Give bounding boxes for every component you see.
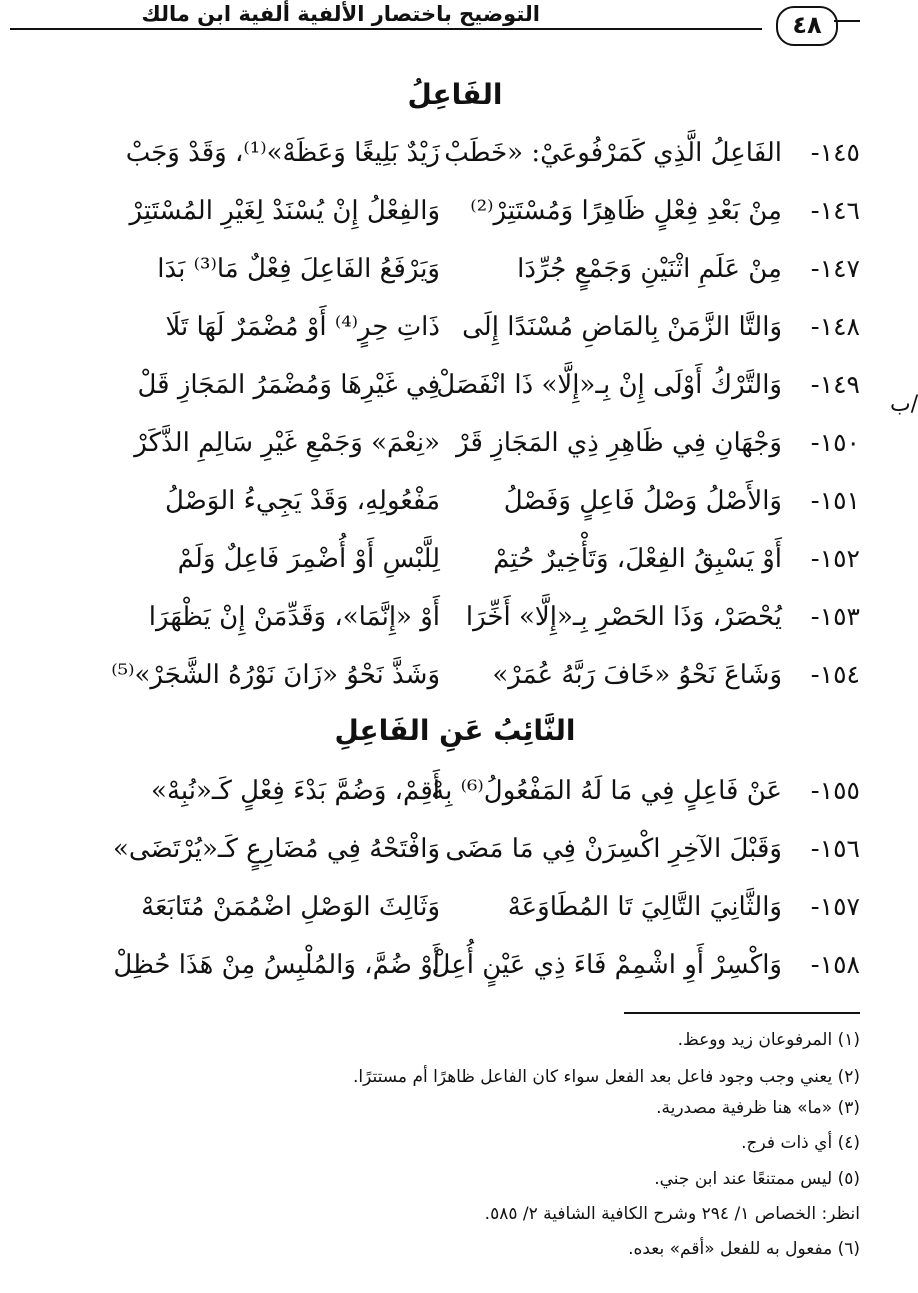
verse-second-hemistich: أَوْ «إِنَّمَا»، وَقَدِّمَنْ إِنْ يَظْهَرَا: [148, 602, 440, 632]
verse-second-hemistich: زَيْدٌ بَلِيغًا وَعَظَهْ»⁽¹⁾، وَقَدْ وَجَبْ: [125, 138, 440, 168]
verse-number: ١٥٨-: [810, 950, 860, 979]
verse-second-hemistich: مَفْعُولِهِ، وَقَدْ يَجِيءُ الوَصْلُ: [165, 486, 440, 516]
verse-number: ١٤٥-: [810, 138, 860, 167]
verse-number: ١٥٧-: [810, 892, 860, 921]
verse-row: [60, 536, 860, 586]
verse-second-hemistich: فِي غَيْرِهَا وَمُضْمَرُ المَجَازِ قَلْ: [137, 370, 440, 400]
footnote: (١) المرفوعان زيد ووعظ.: [677, 1030, 860, 1050]
verse-row: [60, 362, 860, 412]
page-header: [0, 0, 910, 48]
verse-number: ١٥١-: [810, 486, 860, 515]
verse-second-hemistich: ذَاتِ حِرٍ⁽⁴⁾ أَوْ مُضْمَرٌ لَهَا تَلَا: [165, 312, 440, 342]
verse-number: ١٤٨-: [810, 312, 860, 341]
verse-second-hemistich: وَافْتَحْهُ فِي مُضَارِعٍ كَـ«يُرْتَضَى»: [113, 834, 440, 864]
verse-first-hemistich: وَالثَّانِيَ التَّالِيَ تَا المُطَاوَعَهْ: [507, 892, 782, 922]
footnote: (٣) «ما» هنا ظرفية مصدرية.: [656, 1098, 860, 1118]
verse-row: [60, 768, 860, 818]
verse-number: ١٥٠-: [810, 428, 860, 457]
verse-first-hemistich: وَالتَّرْكُ أَوْلَى إِنْ بِـ«إِلَّا» ذَا انْفَصَلْ: [436, 370, 782, 400]
verse-number: ١٥٤-: [810, 660, 860, 689]
verse-second-hemistich: وَثَالِثَ الوَصْلِ اضْمُمَنْ مُتَابَعَهْ: [141, 892, 440, 922]
verse-row: [60, 304, 860, 354]
verse-row: [60, 652, 860, 702]
verse-second-hemistich: أَوْ ضُمَّ، وَالمُلْبِسُ مِنْ هَذَا حُظِلْ: [113, 950, 440, 980]
verse-number: ١٤٧-: [810, 254, 860, 283]
verse-row: [60, 188, 860, 238]
verse-number: ١٤٩-: [810, 370, 860, 399]
verse-first-hemistich: وَالتَّا الزَّمَنْ بِالمَاضِ مُسْنَدًا إِلَى: [462, 312, 782, 342]
verse-first-hemistich: وَالأَصْلُ وَصْلُ فَاعِلٍ وَفَصْلُ: [503, 486, 782, 516]
verse-first-hemistich: وَقَبْلَ الآخِرِ اكْسِرَنْ فِي مَا مَضَى: [445, 834, 782, 864]
verse-second-hemistich: وَالفِعْلُ إِنْ يُسْنَدْ لِغَيْرِ المُسْتَتِرْ: [129, 196, 440, 226]
verse-row: [60, 130, 860, 180]
verse-row: [60, 478, 860, 528]
section-title-fa3il: الفَاعِلُ: [407, 78, 503, 111]
verse-row: [60, 942, 860, 992]
running-title: التوضيح باختصار الألفية ألفية ابن مالك: [141, 2, 540, 26]
verse-second-hemistich: لِلَّبْسِ أَوْ أُضْمِرَ فَاعِلٌ وَلَمْ: [177, 544, 440, 574]
footnote-separator: [624, 1012, 860, 1014]
verse-first-hemistich: يُحْصَرْ، وَذَا الحَصْرِ بِـ«إِلَّا» أَخِّرَا: [465, 602, 782, 632]
header-rule: [10, 28, 762, 30]
verse-row: [60, 420, 860, 470]
verse-first-hemistich: وَاكْسِرْ أَوِ اشْمِمْ فَاءَ ذِي عَيْنٍ أُعِلْ: [431, 950, 782, 980]
verse-number: ١٥٦-: [810, 834, 860, 863]
verse-row: [60, 826, 860, 876]
footnote: (٥) ليس ممتنعًا عند ابن جني.: [654, 1169, 860, 1189]
verse-number: ١٥٥-: [810, 776, 860, 805]
verse-second-hemistich: وَشَذَّ نَحْوُ «زَانَ نَوْرُهُ الشَّجَرْ»⁽⁵⁾: [111, 660, 440, 690]
page-number: ٤٨: [776, 6, 838, 46]
verse-row: [60, 884, 860, 934]
footnote: (٢) يعني وجب وجود فاعل بعد الفعل سواء كان الفاعل ظاهرًا أم مستترًا.: [353, 1067, 860, 1087]
verse-number: ١٤٦-: [810, 196, 860, 225]
footnote: (٦) مفعول به للفعل «أقم» بعده.: [628, 1239, 860, 1259]
verse-row: [60, 594, 860, 644]
verse-second-hemistich: وَيَرْفَعُ الفَاعِلَ فِعْلٌ مَا⁽³⁾ بَدَا: [157, 254, 440, 284]
page-number-ornament: [834, 20, 860, 22]
verse-first-hemistich: وَشَاعَ نَحْوُ «خَافَ رَبَّهُ عُمَرْ»: [492, 660, 782, 690]
footnote: انظر: الخصاص ١/ ٢٩٤ وشرح الكافية الشافية ٢/ ٥٨٥.: [484, 1204, 860, 1224]
section-title-na2ib: النَّائِبُ عَنِ الفَاعِلِ: [334, 714, 576, 747]
footnote: (٤) أي ذات فرج.: [741, 1133, 860, 1153]
verse-first-hemistich: مِنْ عَلَمِ اثْنَيْنِ وَجَمْعٍ جُرِّدَا: [517, 254, 782, 284]
verse-first-hemistich: أَوْ يَسْبِقُ الفِعْلَ، وَتَأْخِيرٌ حُتِمْ: [493, 544, 782, 574]
verse-row: [60, 246, 860, 296]
verse-first-hemistich: مِنْ بَعْدِ فِعْلٍ ظَاهِرًا وَمُسْتَتِرْ⁽²⁾: [470, 196, 782, 226]
verse-first-hemistich: الفَاعِلُ الَّذِي كَمَرْفُوعَيْ: «خَطَبْ: [444, 138, 782, 168]
verse-number: ١٥٢-: [810, 544, 860, 573]
verse-first-hemistich: عَنْ فَاعِلٍ فِي مَا لَهُ المَفْعُولُ⁽⁶⁾ بِهْ: [431, 776, 782, 806]
margin-note: ب/: [890, 392, 918, 417]
verse-first-hemistich: وَجْهَانِ فِي ظَاهِرِ ذِي المَجَازِ قَرْ: [456, 428, 782, 458]
verse-second-hemistich: «نِعْمَ» وَجَمْعِ غَيْرِ سَالِمِ الذَّكَرْ: [134, 428, 440, 458]
verse-number: ١٥٣-: [810, 602, 860, 631]
verse-second-hemistich: أَقِمْ، وَضُمَّ بَدْءَ فِعْلٍ كَـ«نُبِهْ»: [151, 776, 440, 806]
